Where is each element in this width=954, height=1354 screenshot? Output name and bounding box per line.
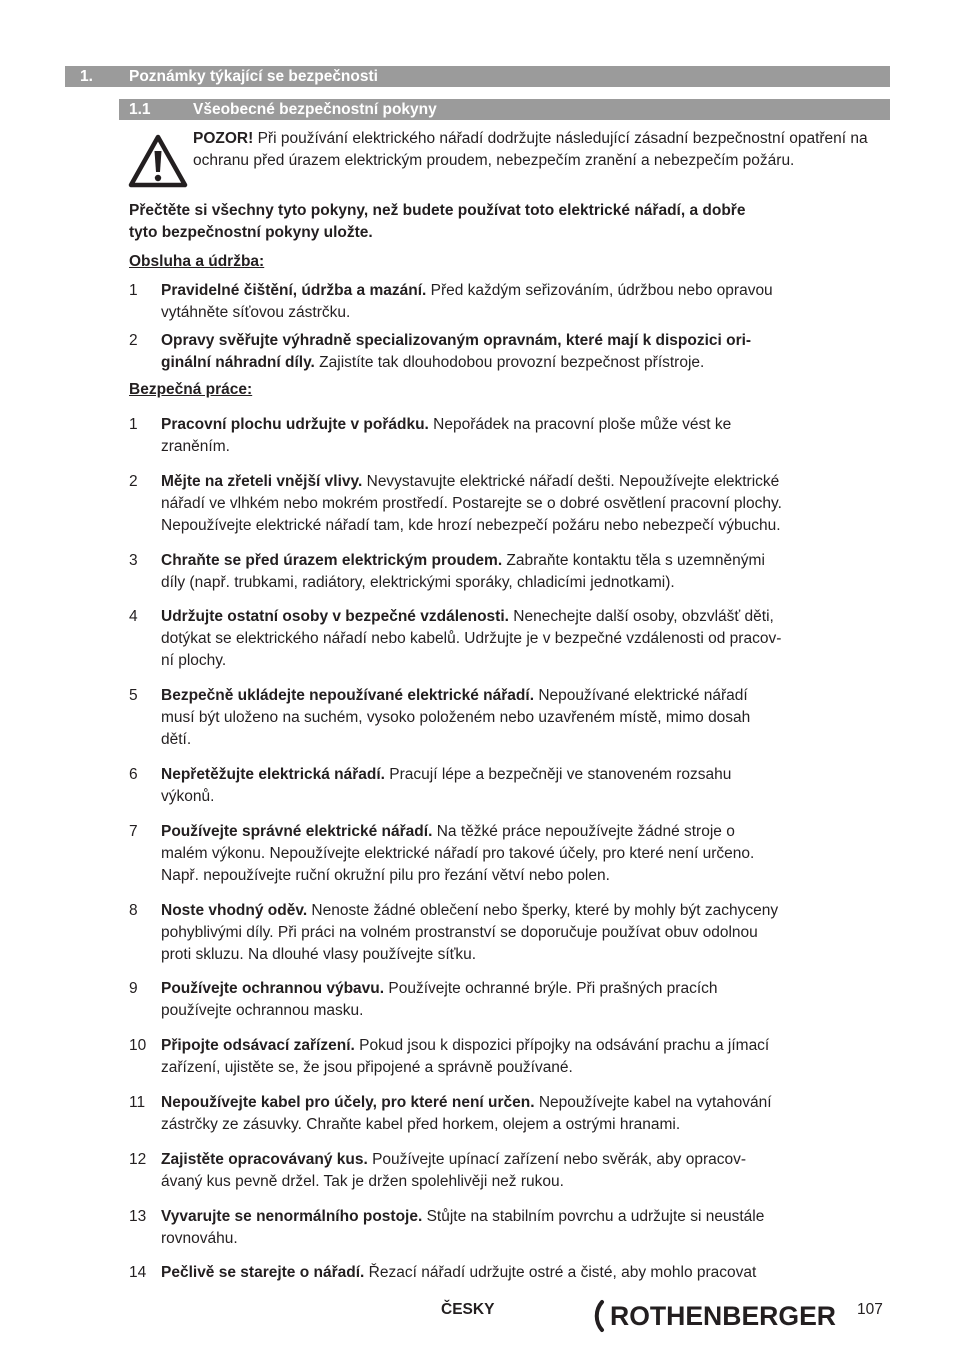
item-text: zařízení, ujistěte se, že jsou připojené a správně používané. <box>161 1059 573 1076</box>
warning-triangle-icon <box>128 134 188 188</box>
item-bold: Používejte správné elektrické nářadí. <box>161 823 433 840</box>
item-bold: Bezpečně ukládejte nepoužívané elektrické nářadí. <box>161 687 535 704</box>
brand-name: ROTHENBERGER <box>610 1301 836 1331</box>
item-bold: Udržujte ostatní osoby v bezpečné vzdálenosti. <box>161 608 509 625</box>
item-text: Pokud jsou k dispozici přípojky na odsávání prachu a jímací <box>354 1037 770 1054</box>
item-text: Řezací nářadí udržujte ostré a čisté, aby mohlo pracovat <box>364 1264 757 1281</box>
list-item <box>129 414 894 458</box>
list-item <box>129 330 894 374</box>
item-text: Nepoužívejte kabel na vytahování <box>534 1094 772 1111</box>
list-item <box>129 900 894 966</box>
item-text: Nevystavujte elektrické nářadí dešti. Nepoužívejte elektrické <box>362 473 780 490</box>
item-text: výkonů. <box>161 788 215 805</box>
list-item <box>129 764 894 808</box>
list-item <box>129 1149 894 1193</box>
item-bold: Pracovní plochu udržujte v pořádku. <box>161 416 429 433</box>
item-text: ávaný kus pevně držel. Tak je držen spolehlivěji než rukou. <box>161 1173 564 1190</box>
item-number: 12 <box>129 1151 147 1168</box>
item-number: 10 <box>129 1037 147 1054</box>
list-item <box>129 471 894 537</box>
section-title: Poznámky týkající se bezpečnosti <box>129 68 378 85</box>
list-item <box>129 821 894 887</box>
item-text: Nepoužívejte elektrické nářadí tam, kde hrozí nebezpečí požáru nebo nebezpečí výbuchu. <box>161 517 781 534</box>
section-heading-safe-work: Bezpečná práce: <box>129 381 253 398</box>
item-number: 1 <box>129 416 138 433</box>
item-text: dětí. <box>161 731 192 748</box>
item-number: 1 <box>129 282 138 299</box>
item-text: rovnováhu. <box>161 1230 238 1247</box>
item-text: Před každým seřizováním, údržbou nebo opravou <box>426 282 773 299</box>
item-text: musí být uloženo na suchém, vysoko položeném nebo uzavřeném místě, mimo dosah <box>161 709 751 726</box>
warning-body: Při používání elektrického nářadí dodržujte následující zásadní bezpečnostní opatření na ochranu před úrazem elektrickým proudem, nebezpečím zranění a nebezpečím požáru. <box>193 130 868 169</box>
item-text: Na těžké práce nepoužívejte žádné stroje o <box>432 823 735 840</box>
item-bold: Používejte ochrannou výbavu. <box>161 980 385 997</box>
page-number: 107 <box>857 1301 883 1318</box>
item-bold: Vyvarujte se nenormálního postoje. <box>161 1208 423 1225</box>
item-bold: Pravidelné čištění, údržba a mazání. <box>161 282 427 299</box>
warning-label: POZOR! <box>193 130 254 147</box>
item-bold: Opravy svěřujte výhradně specializovaným opravnám, které mají k dispozici ori- <box>161 332 752 349</box>
item-bold: Pečlivě se starejte o nářadí. <box>161 1264 365 1281</box>
item-bold: ginální náhradní díly. <box>161 354 315 371</box>
item-number: 14 <box>129 1264 147 1281</box>
lead-line: tyto bezpečnostní pokyny uložte. <box>129 224 373 241</box>
subsection-header-1-1 <box>119 99 890 120</box>
item-text: proti skluzu. Na dlouhé vlasy používejte síťku. <box>161 946 477 963</box>
lead-paragraph <box>129 200 889 244</box>
list-item <box>129 1092 894 1136</box>
list-item <box>129 978 894 1022</box>
item-number: 8 <box>129 902 138 919</box>
list-item <box>129 1206 894 1250</box>
list-item <box>129 606 894 672</box>
item-text: Zajistíte tak dlouhodobou provozní bezpečnost přístroje. <box>314 354 705 371</box>
item-text: Používejte upínací zařízení nebo svěrák, aby opracov- <box>367 1151 747 1168</box>
list-item <box>129 280 894 324</box>
item-bold: Noste vhodný oděv. <box>161 902 308 919</box>
item-text: Nenechejte další osoby, obzvlášť děti, <box>508 608 774 625</box>
section-number: 1. <box>80 68 93 85</box>
item-number: 11 <box>129 1094 146 1111</box>
item-number: 3 <box>129 552 138 569</box>
subsection-title: Všeobecné bezpečnostní pokyny <box>193 101 437 118</box>
item-text: malém výkonu. Nepoužívejte elektrické nářadí pro takové účely, pro které není určeno. <box>161 845 755 862</box>
item-number: 4 <box>129 608 138 625</box>
list-item <box>129 685 894 751</box>
item-bold: Zajistěte opracovávaný kus. <box>161 1151 368 1168</box>
item-number: 5 <box>129 687 138 704</box>
item-text: Nepoužívané elektrické nářadí <box>534 687 748 704</box>
item-number: 13 <box>129 1208 147 1225</box>
item-text: Používejte ochranné brýle. Při prašných pracích <box>384 980 718 997</box>
item-text: zraněním. <box>161 438 230 455</box>
section-header-1 <box>65 66 890 87</box>
item-bold: Mějte na zřeteli vnější vlivy. <box>161 473 363 490</box>
section-heading-maintenance: Obsluha a údržba: <box>129 253 265 270</box>
item-text: Např. nepoužívejte ruční okružní pilu pro řezání větví nebo polen. <box>161 867 610 884</box>
item-text: ní plochy. <box>161 652 227 669</box>
item-number: 2 <box>129 332 138 349</box>
item-text: používejte ochrannou masku. <box>161 1002 364 1019</box>
subsection-number: 1.1 <box>129 101 151 118</box>
item-text: Nepořádek na pracovní ploše může vést ke <box>428 416 732 433</box>
item-number: 9 <box>129 980 138 997</box>
lead-line: Přečtěte si všechny tyto pokyny, než budete používat toto elektrické nářadí, a dobře <box>129 202 746 219</box>
item-text: nářadí ve vlhkém nebo mokrém prostředí. Postarejte se o dobré osvětlení pracovní plochy. <box>161 495 782 512</box>
item-bold: Připojte odsávací zařízení. <box>161 1037 355 1054</box>
item-text: Nenoste žádné oblečení nebo šperky, které by mohly být zachyceny <box>307 902 779 919</box>
item-bold: Chraňte se před úrazem elektrickým proudem. <box>161 552 503 569</box>
item-text: Pracují lépe a bezpečněji ve stanoveném rozsahu <box>385 766 732 783</box>
item-number: 2 <box>129 473 138 490</box>
item-text: díly (např. trubkami, radiátory, elektrickými sporáky, chladicími jednotkami). <box>161 574 675 591</box>
footer-language: ČESKY <box>441 1301 495 1318</box>
item-number: 7 <box>129 823 138 840</box>
warning-text <box>193 128 893 172</box>
list-item <box>129 1262 894 1284</box>
item-text: pohyblivými díly. Při práci na volném prostranství se doporučuje používat obuv odolnou <box>161 924 758 941</box>
item-text: Stůjte na stabilním povrchu a udržujte si neustále <box>422 1208 765 1225</box>
list-item <box>129 1035 894 1079</box>
item-bold: Nepoužívejte kabel pro účely, pro které není určen. <box>161 1094 535 1111</box>
item-text: zástrčky ze zásuvky. Chraňte kabel před horkem, olejem a ostrými hranami. <box>161 1116 681 1133</box>
item-number: 6 <box>129 766 138 783</box>
list-item <box>129 550 894 594</box>
item-text: dotýkat se elektrického nářadí nebo kabelů. Udržujte je v bezpečné vzdálenosti od pracov- <box>161 630 782 647</box>
item-text: vytáhněte síťovou zástrčku. <box>161 304 351 321</box>
rothenberger-logo <box>594 1296 839 1336</box>
item-bold: Nepřetěžujte elektrická nářadí. <box>161 766 385 783</box>
item-text: Zabraňte kontaktu těla s uzemněnými <box>502 552 765 569</box>
